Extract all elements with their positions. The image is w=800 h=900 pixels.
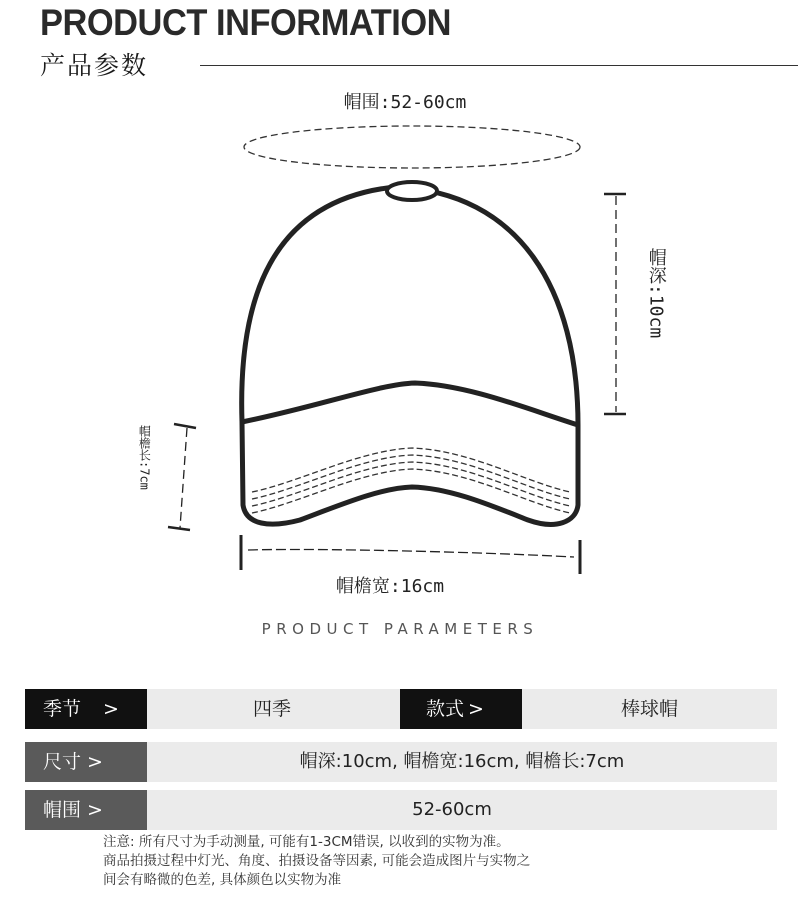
- cap-button: [387, 182, 437, 200]
- section-subtitle: PRODUCT PARAMETERS: [261, 620, 539, 638]
- cap-crown-seam: [242, 383, 578, 425]
- size-key: 尺寸: [43, 751, 82, 773]
- circumference-ellipse: [244, 126, 580, 168]
- depth-measure: [604, 194, 626, 414]
- table-row: [25, 742, 777, 782]
- brim-stitching: [252, 448, 570, 513]
- season-value: 四季: [252, 698, 291, 720]
- table-row: [25, 689, 777, 729]
- brim-width-measure: [241, 535, 580, 574]
- style-key: 款式: [426, 698, 465, 720]
- brim-length-measure: [168, 424, 196, 530]
- chevron-right-icon: >: [468, 698, 484, 720]
- note-line: 间会有略微的色差, 具体颜色以实物为准: [103, 872, 342, 888]
- circumference-key: 帽围: [43, 799, 82, 821]
- note-line: 商品拍摄过程中灯光、角度、拍摄设备等因素, 可能会造成图片与实物之: [103, 853, 531, 869]
- size-value: 帽深:10cm, 帽檐宽:16cm, 帽檐长:7cm: [299, 751, 625, 772]
- style-key-cell: [400, 689, 522, 729]
- note-line: 注意: 所有尺寸为手动测量, 可能有1-3CM错误, 以收到的实物为准。: [103, 834, 510, 850]
- season-key-cell: [25, 689, 147, 729]
- disclaimer-note: [103, 833, 743, 890]
- chevron-right-icon: >: [103, 698, 119, 720]
- size-key-cell: [25, 742, 147, 782]
- circumference-label: 帽围:52-60cm: [343, 92, 467, 113]
- cap-brim-outline: [242, 422, 578, 524]
- brim-length-label: 帽檐长:7cm: [137, 425, 152, 490]
- circumference-key-cell: [25, 790, 147, 830]
- style-value: 棒球帽: [620, 698, 678, 720]
- page-title-cn: 产品参数: [40, 51, 149, 80]
- chevron-right-icon: >: [87, 799, 103, 821]
- season-key: 季节: [43, 698, 82, 720]
- cap-crown-outline: [242, 187, 578, 425]
- brim-width-label: 帽檐宽:16cm: [335, 576, 445, 597]
- circumference-value: 52-60cm: [412, 799, 492, 820]
- page-title-en: PRODUCT INFORMATION: [40, 2, 452, 43]
- chevron-right-icon: >: [87, 751, 103, 773]
- depth-label: 帽深:10cm: [645, 248, 667, 339]
- table-row: [25, 790, 777, 830]
